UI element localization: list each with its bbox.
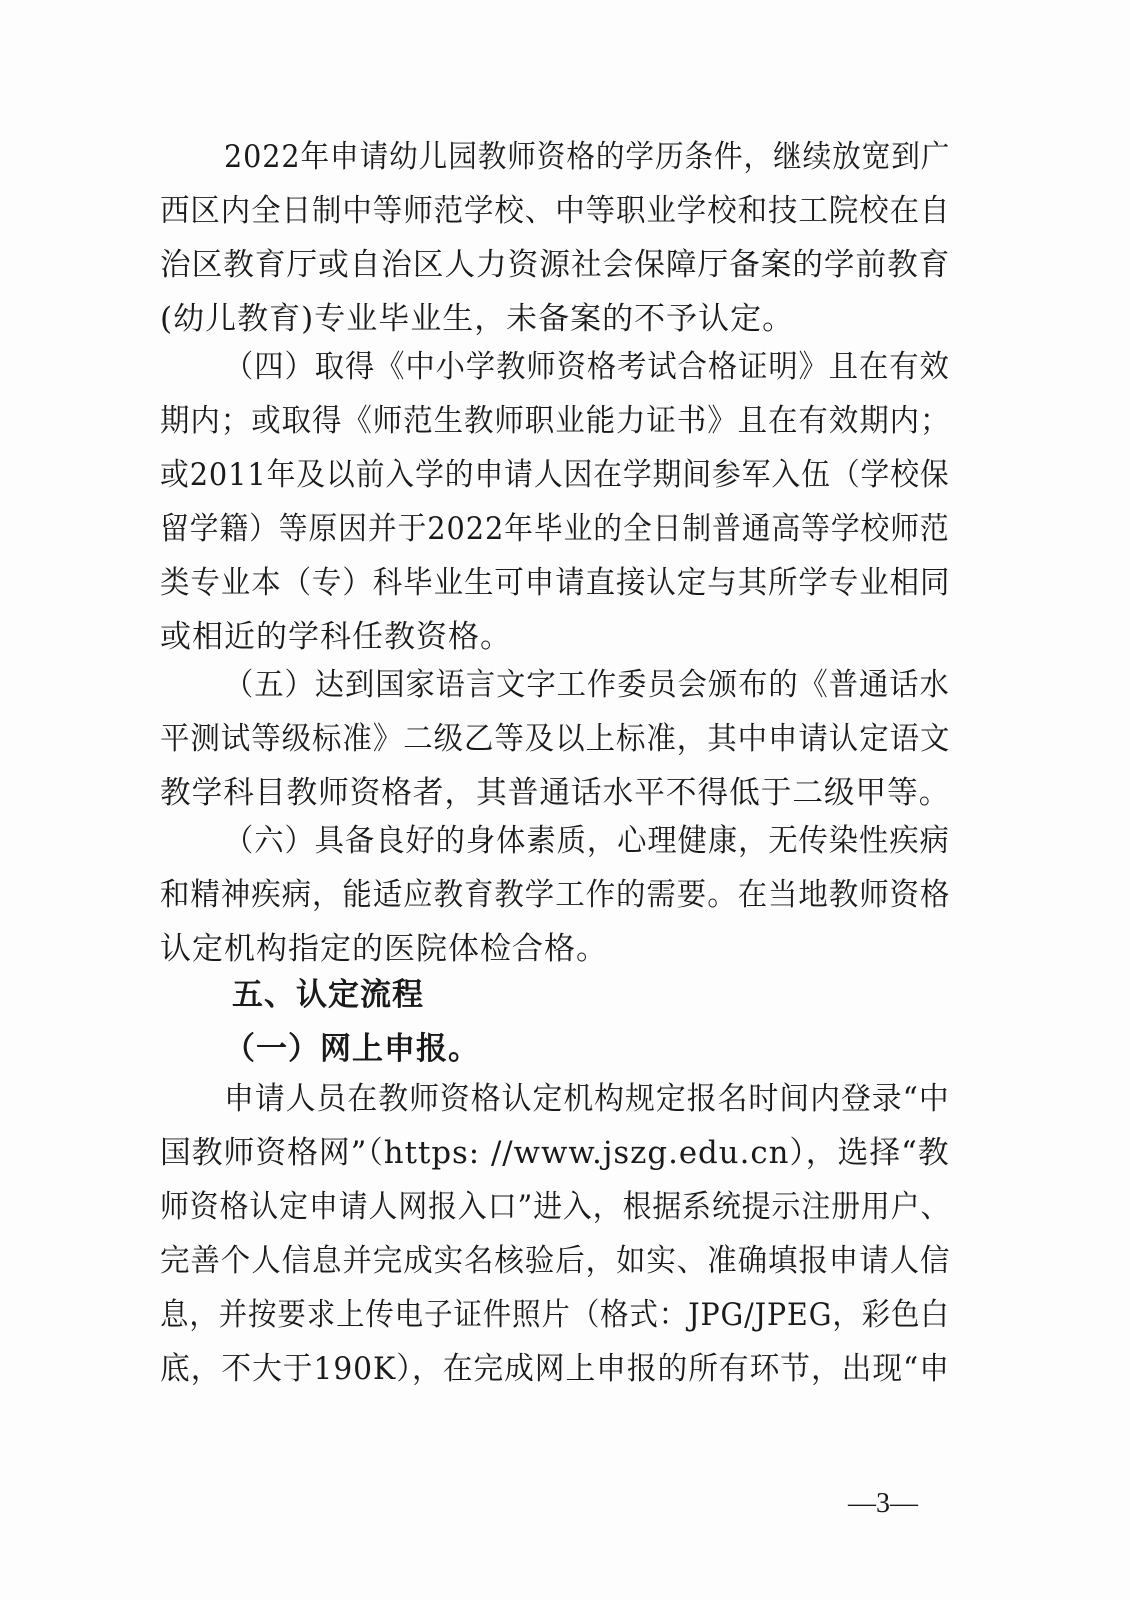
text-line: 西区内全日制中等师范学校、中等职业学校和技工院校在自 [160,193,950,229]
text-line: 期内；或取得《师范生教师职业能力证书》且在有效期内； [160,403,950,439]
text-line: 师资格认定申请人网报入口”进入，根据系统提示注册用户、 [160,1189,950,1225]
text-line: （四）取得《中小学教师资格考试合格证明》且在有效 [224,349,950,385]
page-number: —3— [848,1488,918,1519]
text-line: 息，并按要求上传电子证件照片（格式：JPG/JPEG，彩色白 [160,1297,950,1333]
section-heading: （一）网上申报。 [224,1031,480,1067]
text-line: 底，不大于190K），在完成网上申报的所有环节，出现“申 [160,1351,950,1387]
text-line: 2022年申请幼儿园教师资格的学历条件，继续放宽到广 [224,139,950,175]
text-line: 类专业本（专）科毕业生可申请直接认定与其所学专业相同 [160,565,950,601]
text-line: 和精神疾病，能适应教育教学工作的需要。在当地教师资格 [160,877,950,913]
text-line: 治区教育厅或自治区人力资源社会保障厅备案的学前教育 [160,247,950,283]
text-line: 或2011年及以前入学的申请人因在学期间参军入伍（学校保 [160,457,950,493]
text-line: 完善个人信息并完成实名核验后，如实、准确填报申请人信 [160,1243,950,1279]
text-line: 平测试等级标准》二级乙等及以上标准，其中申请认定语文 [160,721,950,757]
section-heading: 五、认定流程 [232,977,424,1013]
text-line: （五）达到国家语言文字工作委员会颁布的《普通话水 [224,667,950,703]
text-line: 教学科目教师资格者，其普通话水平不得低于二级甲等。 [160,775,950,811]
text-line: 认定机构指定的医院体检合格。 [160,931,608,967]
text-line: 申请人员在教师资格认定机构规定报名时间内登录“中 [224,1081,950,1117]
text-line: (幼儿教育)专业毕业生，未备案的不予认定。 [160,301,795,337]
text-line: 留学籍）等原因并于2022年毕业的全日制普通高等学校师范 [160,511,950,547]
text-line: 或相近的学科任教资格。 [160,619,512,655]
text-line: 国教师资格网”（https: //www.jszg.edu.cn），选择“教 [160,1135,950,1171]
text-line: （六）具备良好的身体素质，心理健康，无传染性疾病 [224,823,950,859]
